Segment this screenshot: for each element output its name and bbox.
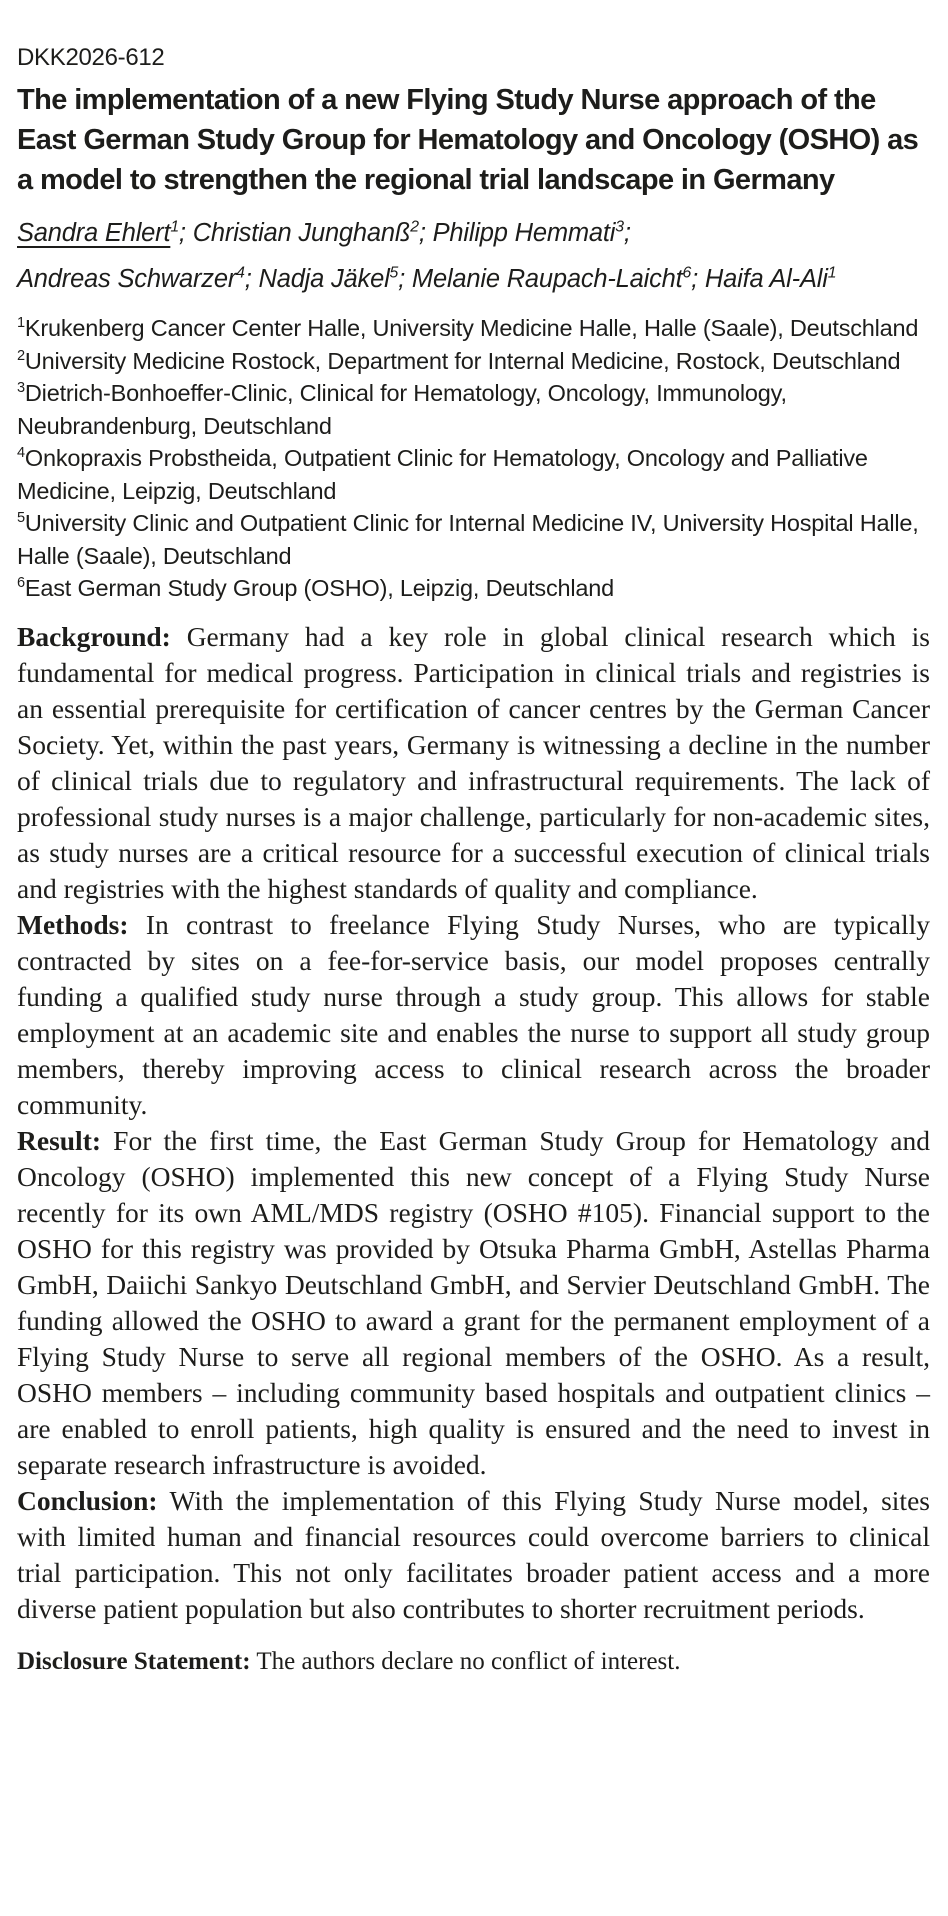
affiliation-item (17, 572, 930, 605)
abstract-section (17, 1483, 930, 1627)
author-affiliation-superscript: 1 (170, 218, 179, 236)
author-name: Philipp Hemmati (432, 219, 616, 247)
author-affiliation-superscript: 3 (615, 218, 624, 236)
affiliation-item (17, 312, 930, 345)
author-list (17, 210, 930, 302)
author-name: Sandra Ehlert (17, 219, 171, 247)
affiliation-superscript: 1 (17, 315, 25, 332)
author-line: Andreas Schwarzer$^4$; Nadja Jäkel$^5$; Melanie Raupach-Laicht$^6$; Haifa Al-Ali$^1$ (17, 264, 837, 293)
section-label: Methods: (17, 908, 129, 940)
affiliation-item (17, 377, 930, 442)
author-name: Nadja Jäkel (258, 265, 390, 293)
abstract-body (17, 619, 930, 1627)
affiliation-list (17, 312, 930, 605)
section-text: With the implementation of this Flying Study Nurse model, sites with limited human and financial resources could overcome barriers to clinical trial participation. This not only facilitates broader patient access and a more diverse patient population but also contributes to shorter recruitment periods. (17, 1484, 930, 1624)
author-affiliation-superscript: 4 (236, 264, 245, 282)
section-label: Background: (17, 620, 171, 652)
affiliation-text: University Clinic and Outpatient Clinic for Internal Medicine IV, University Hospital Halle, Halle (Saale), Deutschland (17, 510, 919, 569)
abstract-section (17, 907, 930, 1123)
affiliation-item (17, 442, 930, 507)
affiliation-superscript: 5 (17, 510, 25, 527)
affiliation-superscript: 6 (17, 575, 25, 592)
section-label: Result: (17, 1124, 102, 1156)
author-affiliation-superscript: 2 (410, 218, 419, 236)
affiliation-text: University Medicine Rostock, Department for Internal Medicine, Rostock, Deutschland (24, 347, 901, 374)
affiliation-superscript: 2 (17, 347, 25, 364)
abstract-id: DKK2026-612 (17, 44, 165, 71)
affiliation-text: Krukenberg Cancer Center Halle, University Medicine Halle, Halle (Saale), Deutschland (24, 315, 919, 341)
affiliation-text: Onkopraxis Probstheida, Outpatient Clinic for Hematology, Oncology and Palliative Medicine, Leipzig, Deutschland (17, 445, 868, 504)
abstract-title: The implementation of a new Flying Study Nurse approach of the East German Study Group for Hematology and Oncology (OSHO) as a model to strengthen the regional trial landscape in Germany (17, 84, 919, 196)
section-label: Conclusion: (17, 1484, 158, 1516)
section-text: Germany had a key role in global clinical research which is fundamental for medical progress. Participation in clinical trials and registries is an essential prerequisite for certification of cancer centres by the German Cancer Society. Yet, within the past years, Germany is witnessing a decline in the number of clinical trials due to regulatory and infrastructural requirements. The lack of professional study nurses is a major challenge, particularly for non-academic sites, as study nurses are a critical resource for a successful execution of clinical trials and registries with the highest standards of quality and compliance. (17, 620, 930, 904)
author-name: Haifa Al-Ali (704, 265, 828, 293)
affiliation-item (17, 507, 930, 572)
affiliation-superscript: 3 (17, 380, 25, 397)
affiliation-text: Dietrich-Bonhoeffer-Clinic, Clinical for Hematology, Oncology, Immunology, Neubrandenburg, Deutschland (17, 380, 787, 439)
abstract-section (17, 619, 930, 907)
author-affiliation-superscript: 5 (389, 264, 399, 282)
affiliation-item (17, 345, 930, 378)
author-affiliation-superscript: 6 (682, 264, 692, 282)
affiliation-text: East German Study Group (OSHO), Leipzig, Deutschland (24, 575, 615, 601)
author-line: Sandra Ehlert$^1$; Christian Junghanß$^2$; Philipp Hemmati$^3$; (17, 218, 631, 247)
section-text: For the first time, the East German Study Group for Hematology and Oncology (OSHO) implemented this new concept of a Flying Study Nurse recently for its own AML/MDS registry (OSHO #105). Financial support to the OSHO for this registry was provided by Otsuka Pharma GmbH, Astellas Pharma GmbH, Daiichi Sankyo Deutschland GmbH, and Servier Deutschland GmbH. The funding allowed the OSHO to award a grant for the permanent employment of a Flying Study Nurse to serve all regional members of the OSHO. As a result, OSHO members – including community based hospitals and outpatient clinics – are enabled to enroll patients, high quality is ensured and the need to invest in separate research infrastructure is avoided. (17, 1124, 930, 1480)
section-text: In contrast to freelance Flying Study Nurses, who are typically contracted by sites on a fee-for-service basis, our model proposes centrally funding a qualified study nurse through a study group. This allows for stable employment at an academic site and enables the nurse to support all study group members, thereby improving access to clinical research across the broader community. (17, 908, 930, 1120)
disclosure-label: Disclosure Statement: (17, 1647, 251, 1675)
disclosure-statement (17, 1647, 930, 1677)
abstract-section (17, 1123, 930, 1483)
disclosure-text: The authors declare no conflict of interest. (256, 1647, 681, 1675)
author-affiliation-superscript: 1 (827, 264, 837, 282)
author-name: Melanie Raupach-Laicht (411, 265, 683, 293)
author-name: Christian Junghanß (192, 219, 411, 247)
affiliation-superscript: 4 (17, 445, 25, 462)
author-name: Andreas Schwarzer (17, 265, 237, 293)
